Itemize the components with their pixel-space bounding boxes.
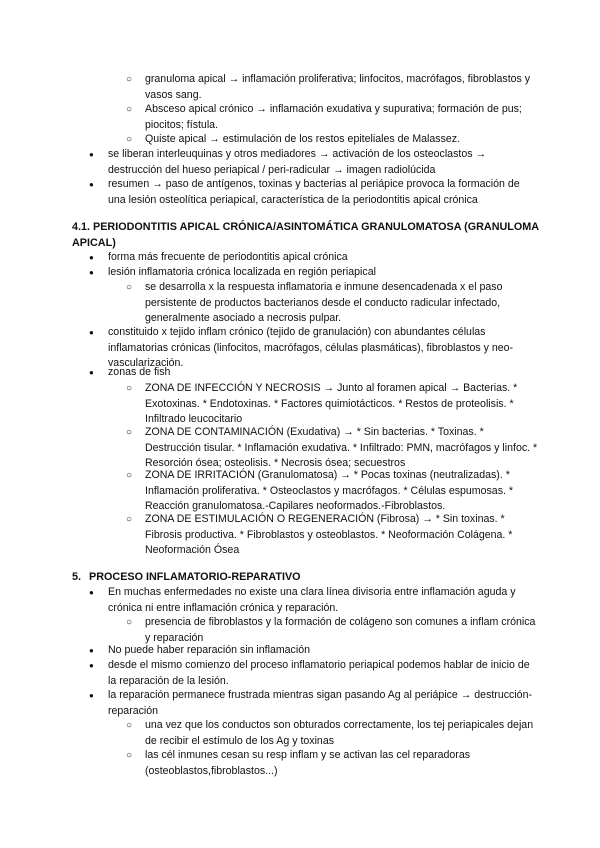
- list-item: ○ una vez que los conductos son obturados correctamente, los tej periapicales dejan de recibir el estímulo de los Ag y toxinas: [145, 718, 540, 749]
- list-item: ○ Quiste apical → estimulación de los restos epiteliales de Malassez.: [145, 132, 540, 148]
- list-item: ○ ZONA DE INFECCIÓN Y NECROSIS → Junto al foramen apical → Bacterias. * Exotoxinas. * Endotoxinas. * Factores quimiotácticos. * Restos de proteolisis. * Infiltrado leucocitario: [145, 381, 540, 428]
- section-number: 5.: [72, 571, 82, 583]
- list-item: ● zonas de fish: [108, 365, 538, 381]
- list-item: ● No puede haber reparación sin inflamación: [108, 643, 538, 659]
- list-item: ● se liberan interleuquinas y otros mediadores → activación de los osteoclastos → destrucción del hueso periapical / peri-radicular → imagen radiolúcida: [108, 147, 538, 178]
- section-heading: 4.1. PERIODONTITIS APICAL CRÓNICA/ASINTOMÁTICA GRANULOMATOSA (GRANULOMA APICAL): [72, 221, 539, 249]
- list-item: ● En muchas enfermedades no existe una clara línea divisoria entre inflamación aguda y crónica ni entre inflamación crónica y reparación.: [108, 585, 538, 616]
- list-item: ● forma más frecuente de periodontitis apical crónica: [108, 250, 538, 266]
- list-item: ● resumen → paso de antígenos, toxinas y bacterias al periápice provoca la formación de una lesión osteolítica periapical, característica de la periodontitis apical crónica: [108, 177, 538, 208]
- list-item: ● lesión inflamatoria crónica localizada en región periapical: [108, 265, 538, 281]
- section-heading: [72, 569, 559, 585]
- list-item: ● constituido x tejido inflam crónico (tejido de granulación) con abundantes células inflamatorias crónicas (linfocitos, macrófagos, células plasmáticas), fibroblastos y neo-vascularización.: [108, 325, 538, 372]
- list-item: ○ Absceso apical crónico → inflamación exudativa y supurativa; formación de pus; piocitos; fístula.: [145, 102, 540, 133]
- list-item: ● la reparación permanece frustrada mientras sigan pasando Ag al periápice → destrucción-reparación: [108, 688, 538, 719]
- list-item: ○ granuloma apical → inflamación proliferativa; linfocitos, macrófagos, fibroblastos y vasos sang.: [145, 72, 540, 103]
- list-item: ○ las cél inmunes cesan su resp inflam y se activan las cel reparadoras (osteoblastos,fibroblastos...): [145, 748, 540, 779]
- list-item: ○ ZONA DE IRRITACIÓN (Granulomatosa) → * Pocas toxinas (neutralizadas). * Inflamación proliferativa. * Osteoclastos y macrófagos. * Células espumosas. * Reacción granulomatosa.-Capilares neoformados.-Fibroblastos.: [145, 468, 540, 515]
- list-item: ● desde el mismo comienzo del proceso inflamatorio periapical podemos hablar de inicio de la reparación de la lesión.: [108, 658, 538, 689]
- section-title: PROCESO INFLAMATORIO-REPARATIVO: [89, 571, 301, 583]
- list-item: ○ presencia de fibroblastos y la formación de colágeno son comunes a inflam crónica y reparación: [145, 615, 540, 646]
- list-item: ○ ZONA DE ESTIMULACIÓN O REGENERACIÓN (Fibrosa) → * Sin toxinas. * Fibrosis productiva. * Fibroblastos y osteoblastos. * Neoformación Colágena. * Neoformación Ósea: [145, 512, 540, 559]
- list-item: ○ ZONA DE CONTAMINACIÓN (Exudativa) → * Sin bacterias. * Toxinas. * Destrucción tisular. * Inflamación exudativa. * Infiltrado: PMN, macrófagos y linfoc. * Resorción ósea; osteolisis. * Necrosis ósea; secuestros: [145, 425, 540, 472]
- list-item: ○ se desarrolla x la respuesta inflamatoria e inmune desencadenada x el paso persistente de productos bacterianos desde el conducto radicular infectado, generalmente asociado a necrosis pulpar.: [145, 280, 540, 327]
